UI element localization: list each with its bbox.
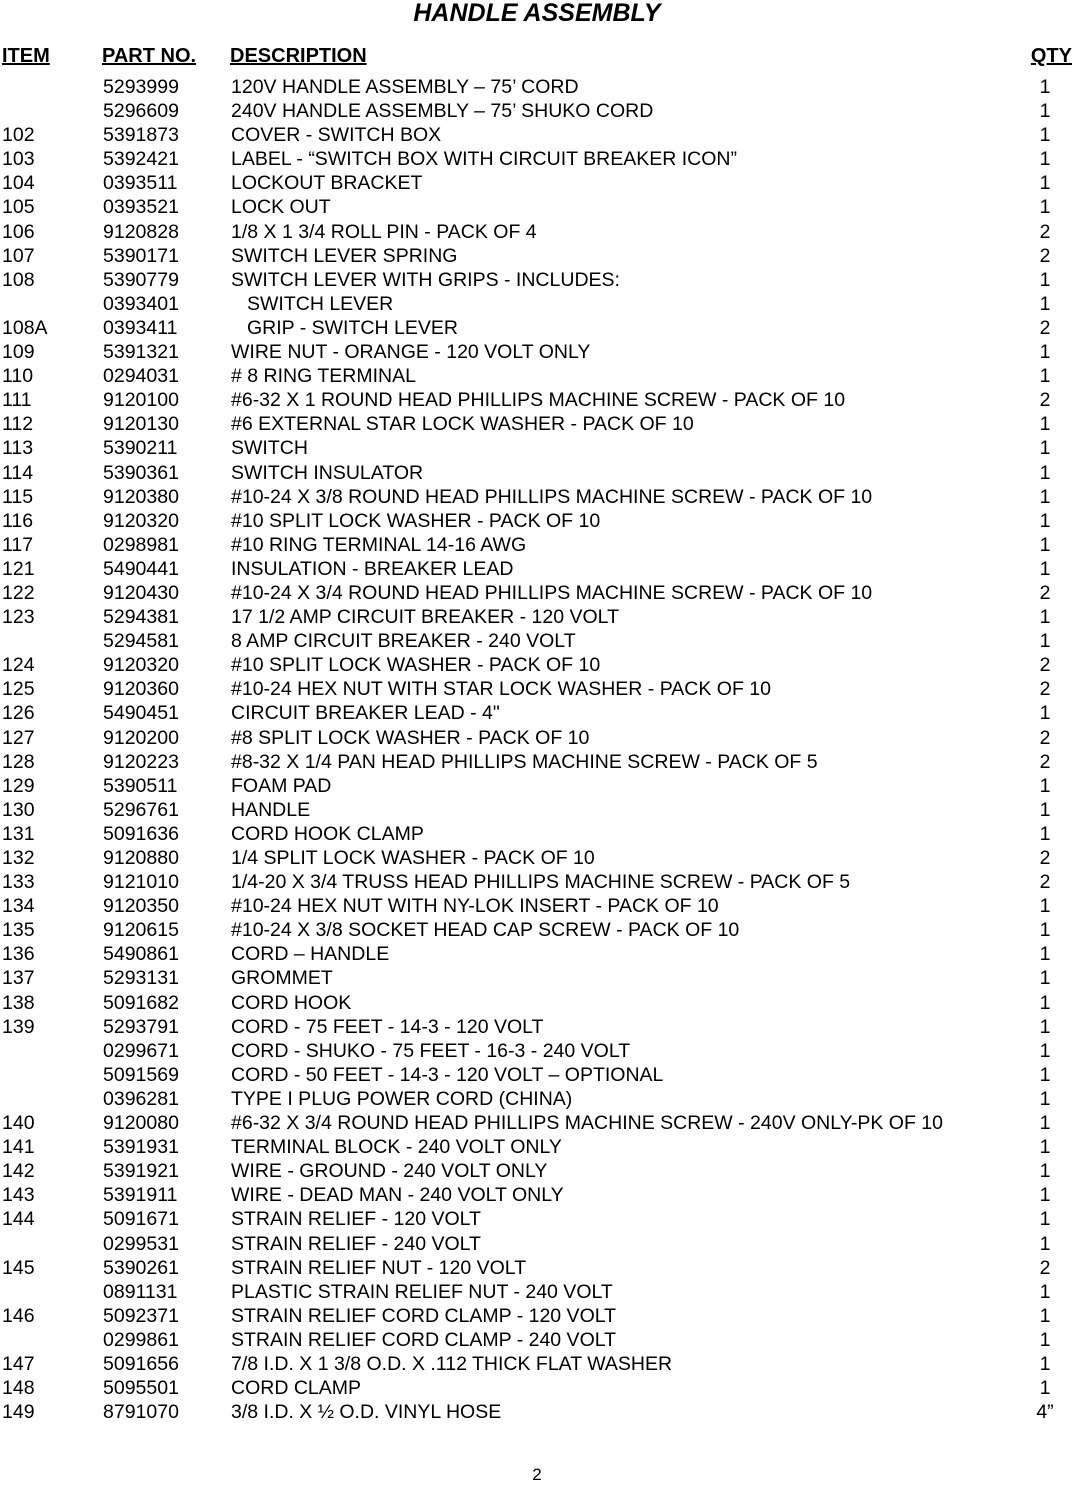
part-description: #6-32 X 1 ROUND HEAD PHILLIPS MACHINE SCREW - PACK OF 10 [231, 389, 846, 412]
part-description: CORD - SHUKO - 75 FEET - 16-3 - 240 VOLT [231, 1039, 631, 1062]
table-row [0, 677, 1074, 701]
quantity: 2 [1039, 316, 1051, 339]
part-description: LOCKOUT BRACKET [231, 172, 423, 195]
quantity: 1 [1039, 1160, 1051, 1183]
part-number: 5296761 [103, 798, 179, 821]
quantity: 1 [1039, 943, 1051, 966]
quantity: 1 [1039, 172, 1051, 195]
part-description: 3/8 I.D. X ½ O.D. VINYL HOSE [231, 1401, 502, 1424]
table-row [0, 412, 1074, 436]
item-number: 121 [2, 557, 35, 580]
item-number: 135 [2, 919, 35, 942]
part-description: GROMMET [231, 967, 333, 990]
part-description: CIRCUIT BREAKER LEAD - 4" [231, 702, 500, 725]
part-number: 5391873 [103, 124, 179, 147]
part-number: 0299671 [103, 1039, 179, 1062]
quantity: 1 [1039, 509, 1051, 532]
column-header-description: DESCRIPTION [230, 45, 367, 67]
item-number: 116 [2, 509, 34, 532]
item-number: 144 [2, 1208, 35, 1231]
item-number: 149 [2, 1401, 35, 1424]
table-row [0, 557, 1074, 581]
table-row [0, 1304, 1074, 1328]
quantity: 1 [1039, 124, 1051, 147]
item-number: 103 [2, 148, 35, 171]
part-description: COVER - SWITCH BOX [231, 124, 442, 147]
quantity: 1 [1039, 991, 1051, 1014]
part-number: 5296609 [103, 100, 179, 123]
table-row [0, 750, 1074, 774]
part-number: 5091656 [103, 1352, 179, 1375]
table-row [0, 1256, 1074, 1280]
part-number: 5091636 [103, 822, 179, 845]
part-description: 1/8 X 1 3/4 ROLL PIN - PACK OF 4 [231, 220, 537, 243]
page-title: HANDLE ASSEMBLY [413, 0, 661, 27]
part-description: CORD - 75 FEET - 14-3 - 120 VOLT [231, 1015, 544, 1038]
part-number: 9121010 [103, 871, 179, 894]
item-number: 148 [2, 1377, 35, 1400]
table-row [0, 509, 1074, 533]
column-header-part-no: PART NO. [102, 45, 197, 67]
quantity: 1 [1039, 967, 1051, 990]
quantity: 2 [1039, 871, 1051, 894]
table-row [0, 1087, 1074, 1111]
quantity: 1 [1039, 895, 1051, 918]
quantity: 1 [1039, 1328, 1051, 1351]
part-number: 5294581 [103, 630, 179, 653]
part-description: STRAIN RELIEF NUT - 120 VOLT [231, 1256, 527, 1279]
table-row [0, 436, 1074, 460]
part-number: 5390361 [103, 461, 179, 484]
part-description: TYPE I PLUG POWER CORD (CHINA) [231, 1087, 573, 1110]
quantity: 1 [1039, 341, 1051, 364]
part-number: 5490861 [103, 943, 179, 966]
part-number: 9120320 [103, 654, 179, 677]
table-row [0, 75, 1074, 99]
item-number: 104 [2, 172, 35, 195]
table-row [0, 1159, 1074, 1183]
part-description: PLASTIC STRAIN RELIEF NUT - 240 VOLT [231, 1280, 613, 1303]
part-number: 5390779 [103, 268, 179, 291]
item-number: 102 [2, 124, 35, 147]
quantity: 1 [1039, 413, 1051, 436]
part-description: 17 1/2 AMP CIRCUIT BREAKER - 120 VOLT [231, 606, 619, 629]
item-number: 146 [2, 1304, 35, 1327]
part-number: 0393521 [103, 196, 179, 219]
item-number: 109 [2, 341, 35, 364]
item-number: 108 [2, 268, 35, 291]
quantity: 2 [1039, 726, 1051, 749]
table-row [0, 1111, 1074, 1135]
item-number: 140 [2, 1112, 35, 1135]
table-row [0, 870, 1074, 894]
table-row [0, 1135, 1074, 1159]
quantity: 2 [1039, 220, 1051, 243]
part-description: CORD - 50 FEET - 14-3 - 120 VOLT – OPTIONAL [231, 1063, 664, 1086]
table-row [0, 316, 1074, 340]
table-row [0, 1063, 1074, 1087]
part-description: SWITCH LEVER [247, 292, 394, 315]
table-row [0, 340, 1074, 364]
part-description: CORD HOOK [231, 991, 352, 1014]
item-number: 139 [2, 1015, 35, 1038]
part-number: 9120080 [103, 1112, 179, 1135]
part-number: 0393511 [103, 172, 178, 195]
item-number: 123 [2, 606, 35, 629]
item-number: 111 [2, 389, 32, 412]
table-row [0, 388, 1074, 412]
part-number: 0393401 [103, 292, 179, 315]
item-number: 147 [2, 1352, 35, 1375]
part-description: #6 EXTERNAL STAR LOCK WASHER - PACK OF 10 [231, 413, 694, 436]
quantity: 1 [1039, 774, 1051, 797]
quantity: 1 [1039, 1184, 1051, 1207]
quantity: 2 [1039, 1256, 1051, 1279]
part-description: #8-32 X 1/4 PAN HEAD PHILLIPS MACHINE SCREW - PACK OF 5 [231, 750, 818, 773]
quantity: 1 [1039, 461, 1051, 484]
table-row [0, 99, 1074, 123]
quantity: 1 [1039, 1087, 1051, 1110]
part-description: #10 RING TERMINAL 14-16 AWG [231, 533, 527, 556]
part-number: 9120350 [103, 895, 179, 918]
quantity: 1 [1039, 1136, 1051, 1159]
part-description: #6-32 X 3/4 ROUND HEAD PHILLIPS MACHINE SCREW - 240V ONLY-PK OF 10 [231, 1112, 943, 1135]
quantity: 1 [1039, 702, 1051, 725]
table-row [0, 195, 1074, 219]
item-number: 136 [2, 943, 35, 966]
item-number: 125 [2, 678, 35, 701]
part-description: STRAIN RELIEF CORD CLAMP - 120 VOLT [231, 1304, 617, 1327]
table-row [0, 1232, 1074, 1256]
item-number: 117 [2, 533, 34, 556]
part-number: 5391931 [103, 1136, 179, 1159]
part-number: 0891131 [103, 1280, 178, 1303]
part-number: 8791070 [103, 1401, 179, 1424]
quantity: 1 [1039, 1352, 1051, 1375]
part-description: WIRE - DEAD MAN - 240 VOLT ONLY [231, 1184, 564, 1207]
table-row [0, 726, 1074, 750]
part-number: 9120615 [103, 919, 179, 942]
part-description: #10-24 HEX NUT WITH STAR LOCK WASHER - PACK OF 10 [231, 678, 771, 701]
table-row [0, 1352, 1074, 1376]
part-number: 5490441 [103, 557, 179, 580]
table-row [0, 605, 1074, 629]
part-description: #10-24 X 3/8 SOCKET HEAD CAP SCREW - PACK OF 10 [231, 919, 740, 942]
quantity: 1 [1039, 1015, 1051, 1038]
part-description: SWITCH LEVER WITH GRIPS - INCLUDES: [231, 268, 620, 291]
table-row [0, 966, 1074, 990]
table-row [0, 485, 1074, 509]
item-number: 127 [2, 726, 35, 749]
item-number: 112 [2, 413, 34, 436]
quantity: 2 [1039, 244, 1051, 267]
quantity: 1 [1039, 1208, 1051, 1231]
quantity: 1 [1039, 196, 1051, 219]
part-number: 9120130 [103, 413, 179, 436]
quantity: 1 [1039, 533, 1051, 556]
page-number: 2 [532, 1465, 542, 1484]
table-row [0, 1280, 1074, 1304]
table-row [0, 798, 1074, 822]
table-row [0, 774, 1074, 798]
part-number: 9120380 [103, 485, 179, 508]
table-row [0, 1328, 1074, 1352]
part-description: 120V HANDLE ASSEMBLY – 75’ CORD [231, 76, 579, 98]
part-number: 0299531 [103, 1232, 179, 1255]
table-row [0, 533, 1074, 557]
part-description: INSULATION - BREAKER LEAD [231, 557, 514, 580]
table-row [0, 629, 1074, 653]
item-number: 143 [2, 1184, 35, 1207]
part-number: 5293999 [103, 76, 179, 98]
table-row [0, 364, 1074, 388]
part-number: 5391921 [103, 1160, 179, 1183]
part-description: 7/8 I.D. X 1 3/8 O.D. X .112 THICK FLAT WASHER [231, 1352, 673, 1375]
quantity: 1 [1039, 919, 1051, 942]
item-number: 133 [2, 871, 35, 894]
part-number: 9120430 [103, 581, 179, 604]
item-number: 128 [2, 750, 35, 773]
part-description: CORD CLAMP [231, 1377, 362, 1400]
quantity: 2 [1039, 389, 1051, 412]
item-number: 107 [2, 244, 35, 267]
part-description: LABEL - “SWITCH BOX WITH CIRCUIT BREAKER ICON” [231, 148, 737, 171]
part-number: 5390171 [103, 244, 179, 267]
part-number: 5390211 [103, 437, 178, 460]
part-description: LOCK OUT [231, 196, 331, 219]
part-number: 0393411 [103, 316, 178, 339]
part-description: SWITCH [231, 437, 308, 460]
part-number: 5390261 [103, 1256, 179, 1279]
part-description: #10 SPLIT LOCK WASHER - PACK OF 10 [231, 509, 601, 532]
quantity: 1 [1039, 822, 1051, 845]
table-row [0, 1376, 1074, 1400]
part-number: 5091569 [103, 1063, 179, 1086]
quantity: 1 [1039, 557, 1051, 580]
item-number: 114 [2, 461, 34, 484]
table-row [0, 1015, 1074, 1039]
item-number: 131 [2, 822, 35, 845]
part-description: #10-24 X 3/8 ROUND HEAD PHILLIPS MACHINE SCREW - PACK OF 10 [231, 485, 873, 508]
quantity: 2 [1039, 750, 1051, 773]
part-description: SWITCH LEVER SPRING [231, 244, 458, 267]
quantity: 2 [1039, 847, 1051, 869]
table-row [0, 171, 1074, 195]
item-number: 106 [2, 220, 35, 243]
item-number: 115 [2, 485, 34, 508]
part-number: 5091682 [103, 991, 179, 1014]
part-number: 5390511 [103, 774, 178, 797]
part-number: 9120320 [103, 509, 179, 532]
table-row [0, 942, 1074, 966]
quantity: 1 [1039, 1377, 1051, 1400]
table-row [0, 1183, 1074, 1207]
part-description: 8 AMP CIRCUIT BREAKER - 240 VOLT [231, 630, 576, 653]
part-number: 9120828 [103, 220, 179, 243]
item-number: 105 [2, 196, 35, 219]
quantity: 1 [1039, 485, 1051, 508]
quantity: 1 [1039, 1112, 1051, 1135]
quantity: 1 [1039, 268, 1051, 291]
quantity: 1 [1039, 292, 1051, 315]
quantity: 1 [1039, 1063, 1051, 1086]
table-row [0, 822, 1074, 846]
part-number: 0299861 [103, 1328, 179, 1351]
item-number: 134 [2, 895, 35, 918]
item-number: 138 [2, 991, 35, 1014]
part-number: 5294381 [103, 606, 179, 629]
table-row [0, 123, 1074, 147]
item-number: 122 [2, 581, 35, 604]
quantity: 2 [1039, 654, 1051, 677]
part-description: #10-24 X 3/4 ROUND HEAD PHILLIPS MACHINE SCREW - PACK OF 10 [231, 581, 873, 604]
table-row [0, 991, 1074, 1015]
table-row [0, 581, 1074, 605]
part-description: #8 SPLIT LOCK WASHER - PACK OF 10 [231, 726, 590, 749]
table-row [0, 918, 1074, 942]
item-number: 145 [2, 1256, 35, 1279]
item-number: 110 [2, 365, 34, 388]
quantity: 1 [1039, 1304, 1051, 1327]
part-number: 5293131 [103, 967, 179, 990]
part-number: 5092371 [103, 1304, 179, 1327]
table-row [0, 894, 1074, 918]
quantity: 1 [1039, 365, 1051, 388]
part-number: 5091671 [103, 1208, 179, 1231]
quantity: 2 [1039, 678, 1051, 701]
part-number: 9120100 [103, 389, 179, 412]
part-description: 1/4-20 X 3/4 TRUSS HEAD PHILLIPS MACHINE SCREW - PACK OF 5 [231, 871, 851, 894]
table-row [0, 653, 1074, 677]
item-number: 141 [2, 1136, 35, 1159]
part-description: 240V HANDLE ASSEMBLY – 75’ SHUKO CORD [231, 100, 654, 123]
part-number: 0294031 [103, 365, 179, 388]
column-header-item: ITEM [2, 45, 50, 67]
item-number: 130 [2, 798, 35, 821]
part-number: 5392421 [103, 148, 179, 171]
table-row [0, 1039, 1074, 1063]
part-description: TERMINAL BLOCK - 240 VOLT ONLY [231, 1136, 562, 1159]
part-number: 9120223 [103, 750, 179, 773]
part-description: GRIP - SWITCH LEVER [247, 316, 458, 339]
column-header-qty: QTY [1030, 45, 1072, 67]
part-description: #10 SPLIT LOCK WASHER - PACK OF 10 [231, 654, 601, 677]
quantity: 1 [1039, 1039, 1051, 1062]
item-number: 124 [2, 654, 35, 677]
table-row [0, 701, 1074, 725]
part-description: HANDLE [231, 798, 311, 821]
table-row [0, 244, 1074, 268]
part-description: STRAIN RELIEF - 240 VOLT [231, 1232, 481, 1255]
part-description: #10-24 HEX NUT WITH NY-LOK INSERT - PACK OF 10 [231, 895, 719, 918]
part-description: SWITCH INSULATOR [231, 461, 424, 484]
quantity: 1 [1039, 76, 1051, 98]
table-row [0, 220, 1074, 244]
part-description: CORD HOOK CLAMP [231, 822, 424, 845]
quantity: 1 [1039, 1232, 1051, 1255]
part-number: 9120360 [103, 678, 179, 701]
table-row [0, 846, 1074, 870]
part-number: 5293791 [103, 1015, 179, 1038]
table-header [0, 44, 1074, 70]
part-description: 1/4 SPLIT LOCK WASHER - PACK OF 10 [231, 847, 595, 869]
item-number: 126 [2, 702, 35, 725]
part-number: 9120880 [103, 847, 179, 869]
quantity: 1 [1039, 606, 1051, 629]
part-number: 0396281 [103, 1087, 179, 1110]
part-description: CORD – HANDLE [231, 943, 390, 966]
part-number: 5391911 [103, 1184, 178, 1207]
item-number: 142 [2, 1160, 35, 1183]
item-number: 108A [2, 316, 48, 339]
table-row [0, 461, 1074, 485]
part-description: STRAIN RELIEF - 120 VOLT [231, 1208, 481, 1231]
part-number: 9120200 [103, 726, 179, 749]
table-row [0, 1400, 1074, 1424]
quantity: 1 [1039, 148, 1051, 171]
parts-list [0, 75, 1074, 1424]
part-description: STRAIN RELIEF CORD CLAMP - 240 VOLT [231, 1328, 617, 1351]
table-row [0, 268, 1074, 292]
part-description: WIRE NUT - ORANGE - 120 VOLT ONLY [231, 341, 591, 364]
item-number: 132 [2, 847, 35, 869]
item-number: 137 [2, 967, 35, 990]
table-row [0, 1207, 1074, 1231]
table-row [0, 292, 1074, 316]
table-row [0, 147, 1074, 171]
quantity: 4” [1036, 1401, 1054, 1424]
part-description: WIRE - GROUND - 240 VOLT ONLY [231, 1160, 548, 1183]
part-number: 5490451 [103, 702, 179, 725]
item-number: 113 [2, 437, 34, 460]
part-number: 5095501 [103, 1377, 179, 1400]
quantity: 1 [1039, 1280, 1051, 1303]
quantity: 1 [1039, 100, 1051, 123]
quantity: 1 [1039, 798, 1051, 821]
part-number: 0298981 [103, 533, 179, 556]
part-description: FOAM PAD [231, 774, 332, 797]
item-number: 129 [2, 774, 35, 797]
part-description: # 8 RING TERMINAL [231, 365, 416, 388]
quantity: 2 [1039, 581, 1051, 604]
quantity: 1 [1039, 630, 1051, 653]
quantity: 1 [1039, 437, 1051, 460]
part-number: 5391321 [103, 341, 179, 364]
